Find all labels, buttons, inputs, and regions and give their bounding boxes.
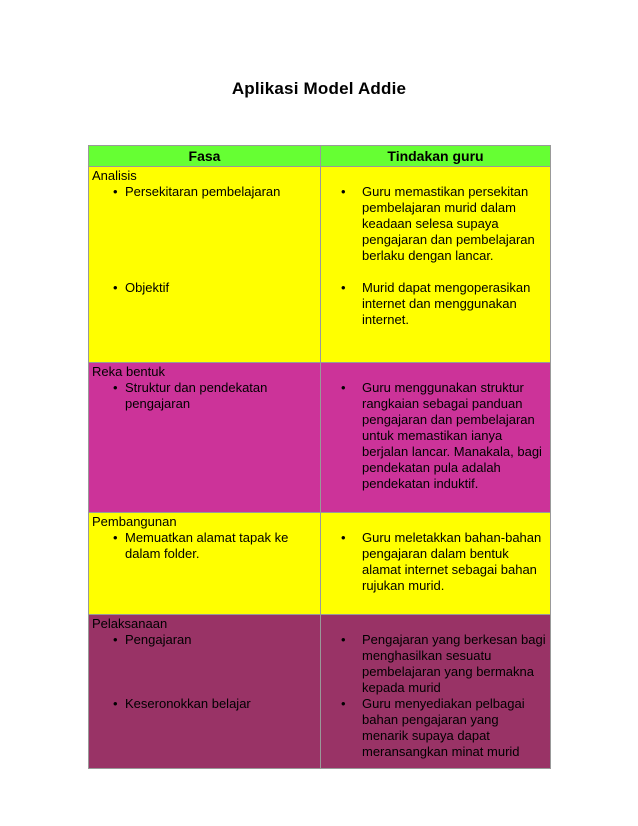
tindakan-item-text: Pengajaran yang berkesan bagi menghasilkan sesuatu pembelajaran yang bermakna kepada murid	[362, 632, 546, 695]
cell-fasa-reka-bentuk	[89, 363, 321, 513]
tindakan-item-text: Murid dapat mengoperasikan internet dan menggunakan internet.	[362, 280, 531, 327]
phase-label: Pelaksanaan	[92, 616, 168, 631]
fasa-item-text: Memuatkan alamat tapak ke dalam folder.	[125, 530, 289, 561]
list-item	[321, 280, 550, 328]
list-item	[321, 184, 550, 280]
bullet-icon: •	[341, 380, 346, 395]
fasa-item-text: Persekitaran pembelajaran	[125, 184, 281, 199]
tindakan-item-text: Guru meletakkan bahan-bahan pengajaran dalam bentuk alamat internet sebagai bahan rujukan murid.	[362, 530, 542, 593]
bullet-icon: •	[341, 280, 346, 295]
addie-table	[88, 145, 551, 769]
phase-label: Reka bentuk	[92, 364, 165, 379]
list-item	[321, 696, 550, 760]
fasa-item-text: Keseronokkan belajar	[125, 696, 251, 711]
bullet-icon: •	[113, 184, 118, 199]
header-tindakan-guru: Tindakan guru	[321, 146, 551, 167]
table-row-reka-bentuk	[89, 363, 551, 513]
tindakan-item-text: Guru menyediakan pelbagai bahan pengajaran yang menarik supaya dapat meransangkan minat murid	[362, 696, 525, 759]
bullet-icon: •	[341, 696, 346, 711]
fasa-item-text: Struktur dan pendekatan pengajaran	[125, 380, 268, 411]
list-item	[89, 380, 320, 412]
bullet-icon: •	[113, 632, 118, 647]
list-item	[321, 530, 550, 594]
list-item	[89, 530, 320, 562]
fasa-item-text: Pengajaran	[125, 632, 192, 647]
table-row-analisis	[89, 167, 551, 363]
list-item	[89, 184, 320, 280]
cell-fasa-pelaksanaan	[89, 615, 321, 769]
tindakan-item-text: Guru memastikan persekitan pembelajaran murid dalam keadaan selesa supaya pengajaran dan pembelajaran berlaku dengan lancar.	[362, 184, 535, 263]
cell-tindakan-pembangunan	[321, 513, 551, 615]
bullet-icon: •	[341, 530, 346, 545]
bullet-icon: •	[113, 530, 118, 545]
table-header-row	[89, 146, 551, 167]
bullet-icon: •	[341, 184, 346, 199]
bullet-icon: •	[113, 280, 118, 295]
list-item	[321, 632, 550, 696]
list-item	[89, 280, 320, 296]
list-item	[321, 380, 550, 492]
header-fasa: Fasa	[89, 146, 321, 167]
phase-label: Analisis	[92, 168, 137, 183]
table-row-pembangunan	[89, 513, 551, 615]
cell-tindakan-reka-bentuk	[321, 363, 551, 513]
tindakan-item-text: Guru menggunakan struktur rangkaian sebagai panduan pengajaran dan pembelajaran untuk memastikan ianya berjalan lancar. Manakala, bagi pendekatan pula adalah pendekatan induktif.	[362, 380, 542, 491]
phase-label: Pembangunan	[92, 514, 177, 529]
bullet-icon: •	[341, 632, 346, 647]
bullet-icon: •	[113, 380, 118, 395]
fasa-item-text: Objektif	[125, 280, 170, 295]
cell-tindakan-pelaksanaan	[321, 615, 551, 769]
list-item	[89, 632, 320, 696]
cell-fasa-analisis	[89, 167, 321, 363]
table-row-pelaksanaan	[89, 615, 551, 769]
cell-fasa-pembangunan	[89, 513, 321, 615]
list-item	[89, 696, 320, 712]
bullet-icon: •	[113, 696, 118, 711]
page-title: Aplikasi Model Addie	[231, 79, 407, 98]
cell-tindakan-analisis	[321, 167, 551, 363]
